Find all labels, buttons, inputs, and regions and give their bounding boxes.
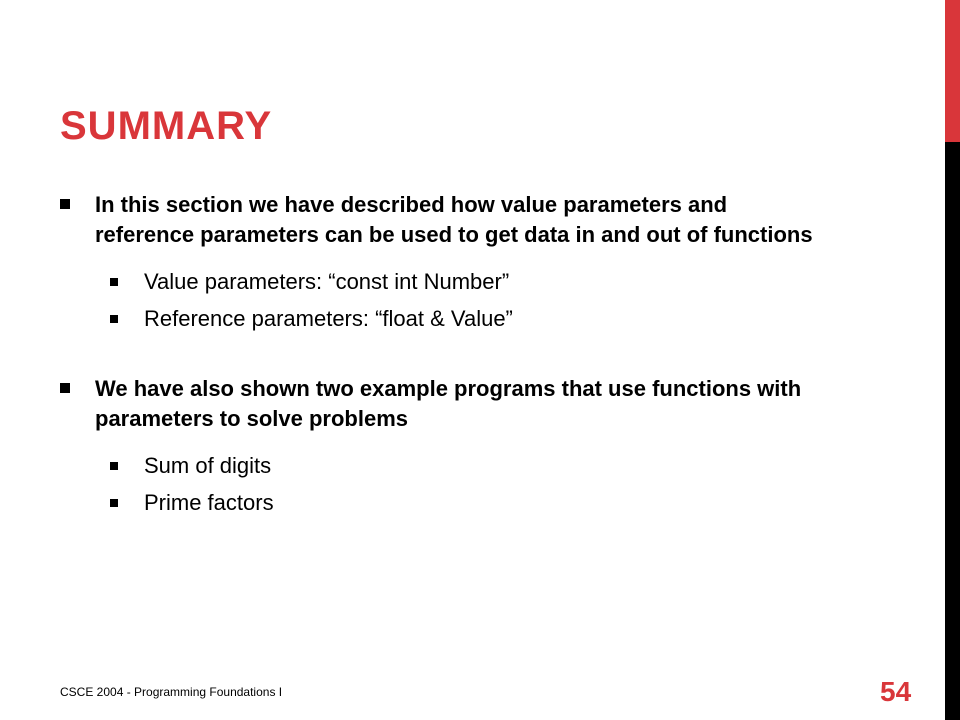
slide-content (60, 190, 820, 518)
sub-bullet-item (60, 451, 820, 481)
bullet-item (60, 190, 820, 250)
square-bullet-icon (110, 278, 118, 286)
sub-bullet-item (60, 304, 820, 334)
square-bullet-icon (60, 383, 70, 393)
sub-bullet-text: Reference parameters: “float & Value” (144, 306, 513, 331)
footer-course-label: CSCE 2004 - Programming Foundations I (60, 685, 283, 699)
sub-bullet-text: Prime factors (144, 490, 274, 515)
square-bullet-icon (110, 462, 118, 470)
sub-bullet-text: Value parameters: “const int Number” (144, 269, 510, 294)
bullet-text: In this section we have described how value parameters and reference parameters can be used to get data in and out of functions (95, 192, 813, 247)
slide-title: SUMMARY (60, 104, 273, 148)
sub-bullet-text: Sum of digits (144, 453, 272, 478)
bullet-item (60, 374, 820, 434)
sub-bullet-item (60, 488, 820, 518)
square-bullet-icon (110, 499, 118, 507)
square-bullet-icon (110, 315, 118, 323)
square-bullet-icon (60, 199, 70, 209)
bullet-text: We have also shown two example programs that use functions with parameters to solve problems (95, 376, 802, 431)
sub-bullet-item (60, 267, 820, 297)
page-number: 54 (880, 676, 912, 707)
side-bar-accent (945, 0, 960, 142)
